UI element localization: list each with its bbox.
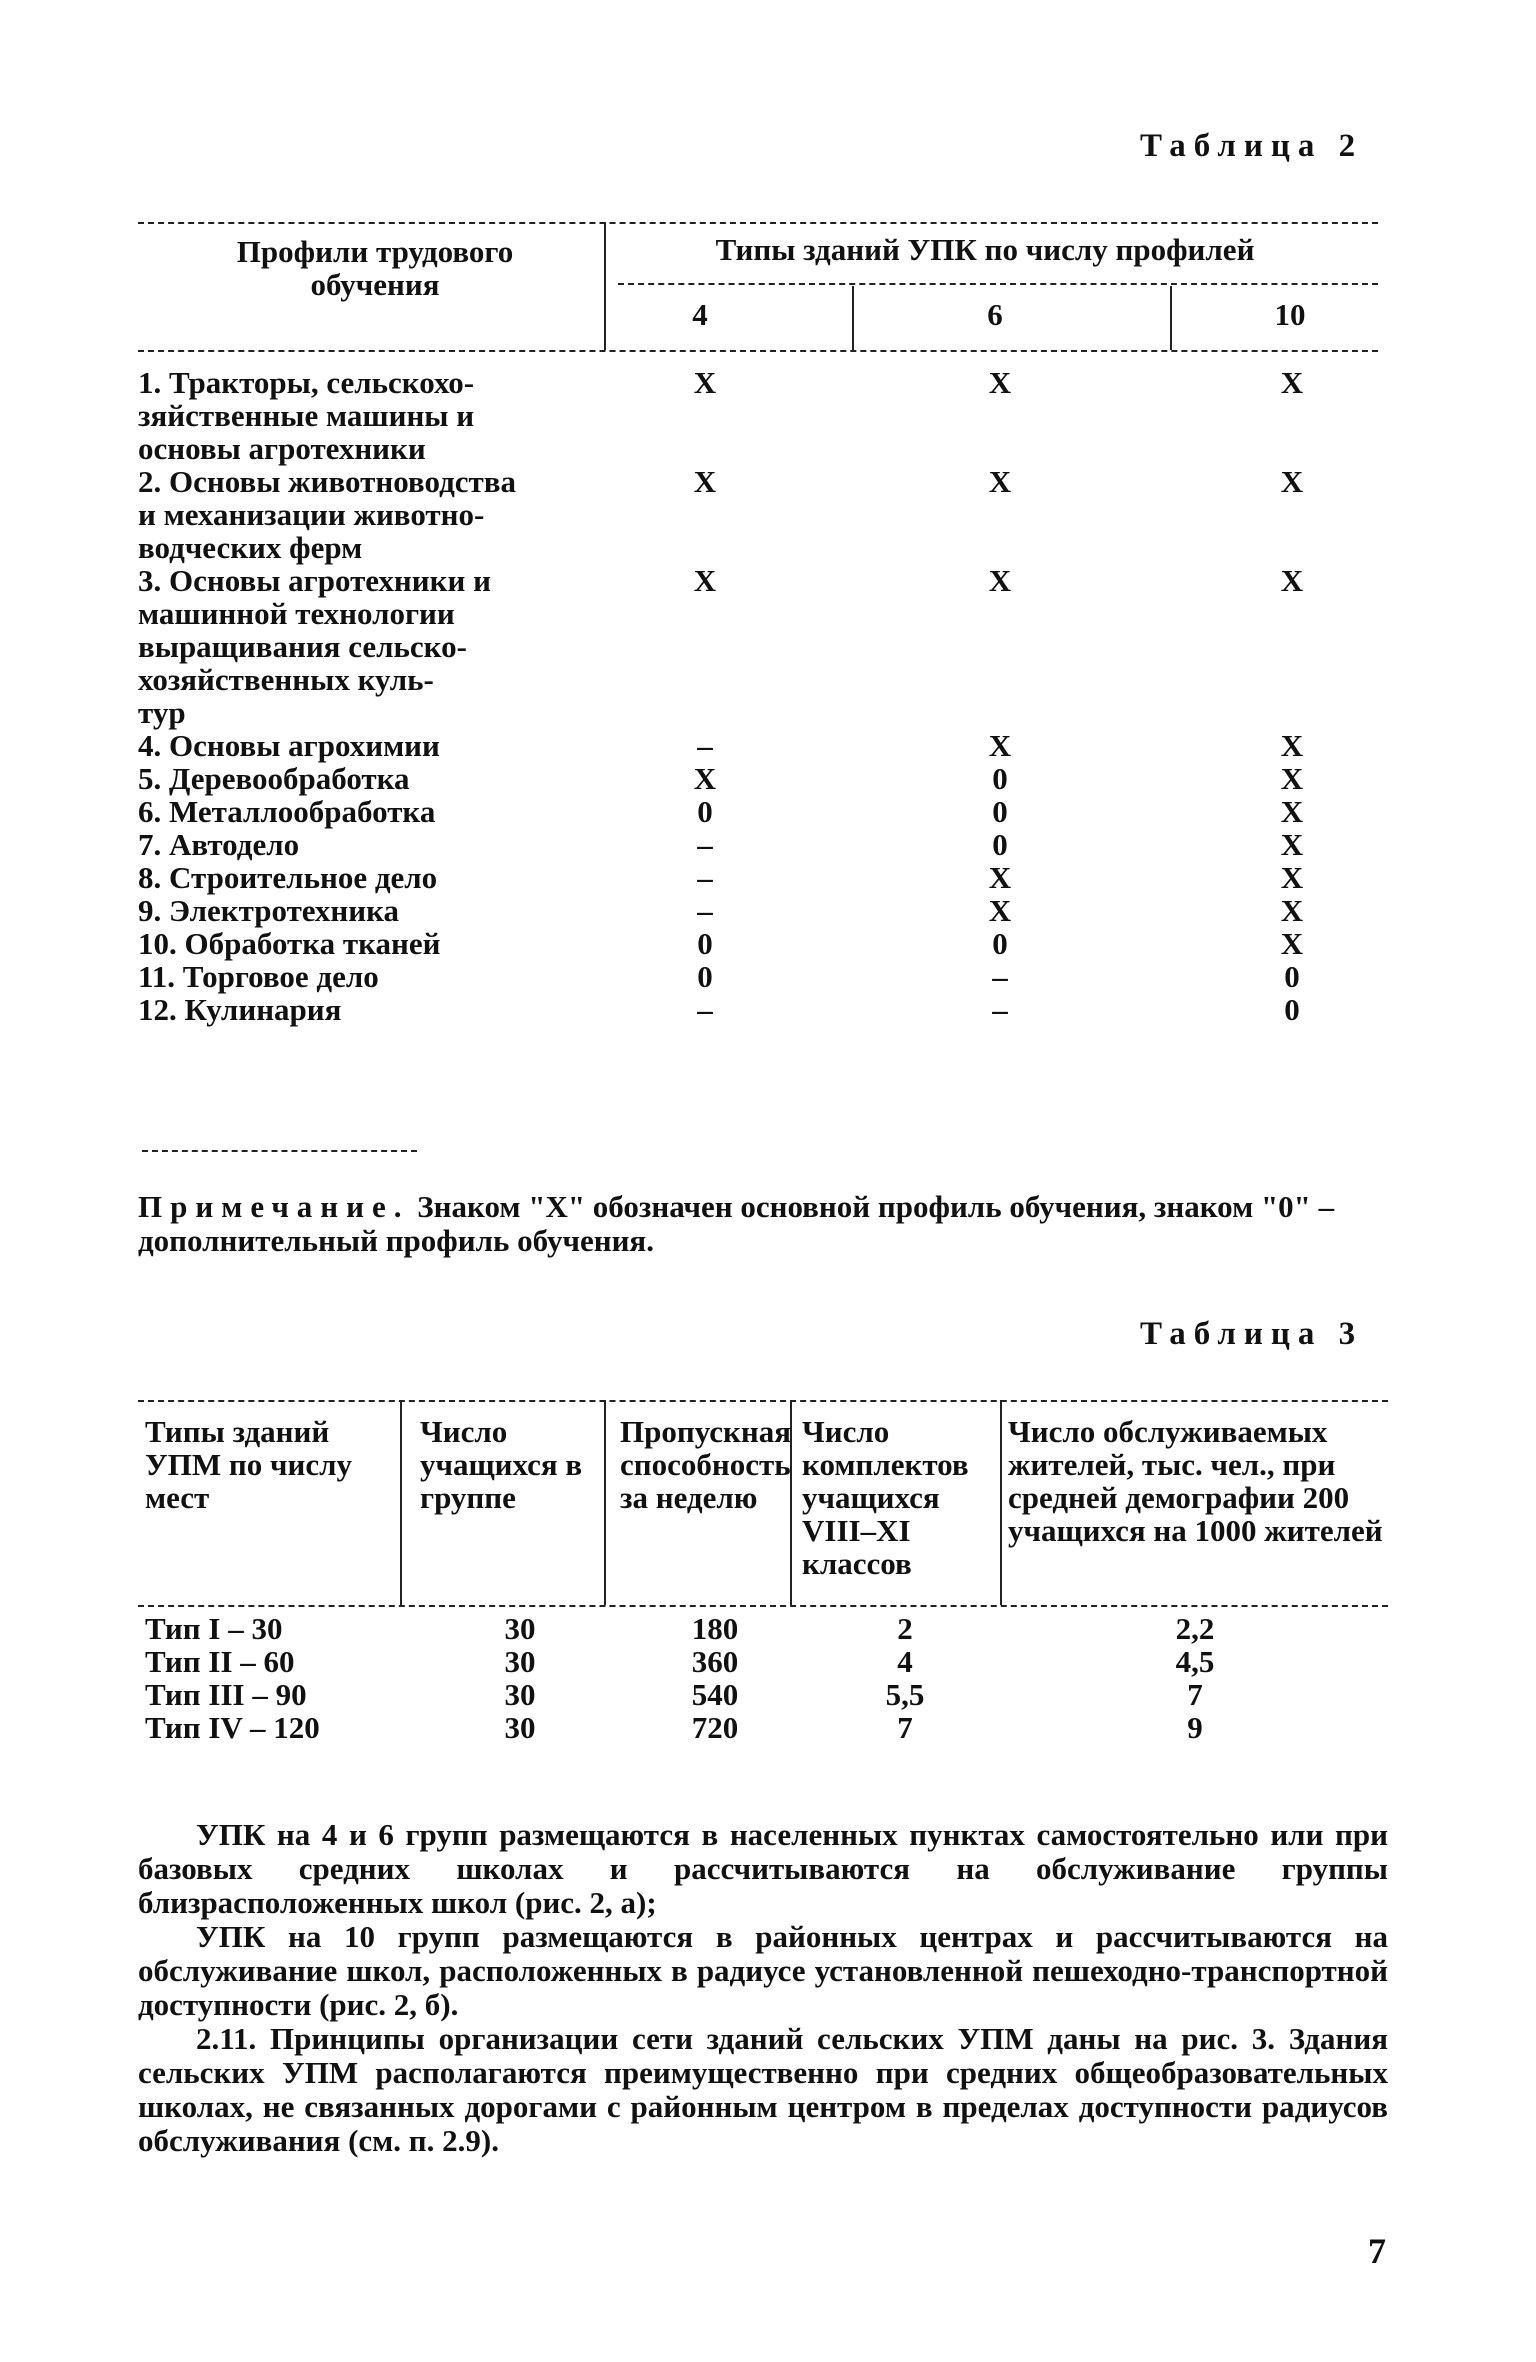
table2-row-label: 5. Деревообработка: [138, 761, 410, 796]
table2-row-label: 8. Строительное дело: [138, 860, 438, 895]
table3-cell: 7: [1187, 1677, 1203, 1712]
table2-mark-c6: X: [988, 563, 1012, 598]
table2-mark-c10: X: [1280, 926, 1304, 961]
paragraph-3: 2.11. Принципы организации сети зданий сельских УПМ даны на рис. 3. Здания сельских УПМ располагаются преимущественно при средних общеобразовательных школах, не связанных дорогами с районным центром в пределах доступности радиусов обслуживания (см. п. 2.9).: [138, 2021, 1388, 2158]
table2-mark-c6: 0: [992, 794, 1008, 829]
table2-mark-c10: X: [1280, 893, 1304, 928]
table3-header-capacity: Пропускная способность за неделю: [620, 1414, 792, 1515]
table3-cell: 2,2: [1175, 1611, 1215, 1646]
table2-mark-c6: X: [988, 464, 1012, 499]
table2-mark-c10: 0: [1284, 959, 1300, 994]
table3-cell: 2: [897, 1611, 913, 1646]
table3-col-divider-2: [604, 1400, 606, 1605]
table2-mark-c6: X: [988, 860, 1012, 895]
table2-subcol-divider-1: [852, 286, 854, 350]
table3-cell: 7: [897, 1710, 913, 1745]
table2-mark-c6: –: [992, 959, 1008, 994]
table2-mark-c4: –: [697, 992, 713, 1027]
table3-cell: 30: [504, 1611, 536, 1646]
table2-mark-c4: –: [697, 728, 713, 763]
table2-subheader-rule: [618, 283, 1378, 285]
table2-row-label: 10. Обработка тканей: [138, 926, 441, 961]
page-number: 7: [1368, 2231, 1386, 2271]
table2-mark-c4: 0: [697, 926, 713, 961]
table3-cell: 5,5: [885, 1677, 925, 1712]
table3-col-divider-4: [1000, 1400, 1002, 1605]
table3-cell: 30: [504, 1710, 536, 1745]
table2-mark-c6: –: [992, 992, 1008, 1027]
table2-note: [138, 1190, 1378, 1258]
table2-row-label: и механизации животно-: [138, 497, 485, 532]
table2-mark-c10: X: [1280, 827, 1304, 862]
table3-cell: 360: [691, 1644, 739, 1679]
paragraph-1: УПК на 4 и 6 групп размещаются в населенных пунктах самостоятельно или при базовых средних школах и рассчитываются на обслуживание группы близрасположенных школ (рис. 2, а);: [138, 1817, 1388, 1920]
table3-header-types: Типы зданий УПМ по числу мест: [145, 1414, 352, 1515]
table2-header-divider: [604, 222, 606, 350]
table2-subcol-4: 4: [692, 297, 708, 332]
table2-row-label: водческих ферм: [138, 530, 363, 565]
table2-mark-c10: X: [1280, 563, 1304, 598]
table3-cell: Тип II – 60: [145, 1644, 295, 1679]
table2-header-types: Типы зданий УПК по числу профилей: [715, 232, 1255, 267]
table2-header-profiles: Профили трудового обучения: [236, 234, 514, 302]
table2-mark-c4: X: [693, 365, 717, 400]
table2-mark-c10: X: [1280, 464, 1304, 499]
table2-header-bottom-rule: [138, 350, 1378, 352]
note-rule: [142, 1150, 417, 1152]
table3-cell: Тип III – 90: [145, 1677, 307, 1712]
table2-row-label: 9. Электротехника: [138, 893, 400, 928]
table2-row-label: 1. Тракторы, сельскохо-: [138, 365, 475, 400]
table2-mark-c4: X: [693, 464, 717, 499]
table2-mark-c6: 0: [992, 827, 1008, 862]
table2-row-label: 2. Основы животноводства: [138, 464, 516, 499]
table3-title: Таблица 3: [1140, 1316, 1364, 1352]
table2-row-label: хозяйственных куль-: [138, 662, 434, 697]
table2-mark-c4: 0: [697, 959, 713, 994]
table3-cell: Тип I – 30: [145, 1611, 283, 1646]
table2-mark-c6: 0: [992, 761, 1008, 796]
table2-title: Таблица 2: [1140, 128, 1364, 164]
table2-row-label: выращивания сельско-: [138, 629, 467, 664]
table3-col-divider-1: [400, 1400, 402, 1605]
table2-mark-c4: 0: [697, 794, 713, 829]
table3-header-residents: Число обслуживаемых жителей, тыс. чел., при средней демографии 200 учащихся на 1000 жителей: [1008, 1414, 1383, 1548]
table2-row-label: машинной технологии: [138, 596, 455, 631]
table2-mark-c10: X: [1280, 860, 1304, 895]
table2-row-label: основы агротехники: [138, 431, 426, 466]
table2-mark-c4: –: [697, 893, 713, 928]
table2-row-label: 7. Автодело: [138, 827, 300, 862]
table2-mark-c10: X: [1280, 761, 1304, 796]
table2-mark-c10: 0: [1284, 992, 1300, 1027]
table3-cell: 540: [691, 1677, 739, 1712]
table2-row-label: зяйственные машины и: [138, 398, 475, 433]
table2-subcol-6: 6: [987, 297, 1003, 332]
table2-mark-c6: X: [988, 893, 1012, 928]
table2-row-label: 3. Основы агротехники и: [138, 563, 491, 598]
table3-header-sets: Число комплектов учащихся VIII–XI классов: [802, 1414, 969, 1581]
table3-cell: 9: [1187, 1710, 1203, 1745]
note-label: Примечание.: [138, 1189, 410, 1224]
table3-header-bottom-rule: [138, 1605, 1388, 1607]
paragraph-2: УПК на 10 групп размещаются в районных центрах и рассчитываются на обслуживание школ, расположенных в радиусе установленной пешеходно-транспортной доступности (рис. 2, б).: [138, 1919, 1388, 2022]
table3-cell: 4: [897, 1644, 913, 1679]
table3-cell: 4,5: [1175, 1644, 1215, 1679]
table2-mark-c10: X: [1280, 365, 1304, 400]
table3-cell: 180: [691, 1611, 739, 1646]
table2-subcol-divider-2: [1170, 286, 1172, 350]
table3-header-students: Число учащихся в группе: [420, 1414, 583, 1515]
table3-cell: 30: [504, 1644, 536, 1679]
table2-mark-c4: –: [697, 860, 713, 895]
table2-mark-c6: X: [988, 365, 1012, 400]
table3-cell: 30: [504, 1677, 536, 1712]
table2-mark-c10: X: [1280, 794, 1304, 829]
table2-row-label: тур: [138, 695, 186, 730]
note-text: Знаком "X" обозначен основной профиль обучения, знаком "0" – дополнительный профиль обучения.: [138, 1189, 1335, 1258]
table2-mark-c6: 0: [992, 926, 1008, 961]
table2-mark-c10: X: [1280, 728, 1304, 763]
table3-top-rule: [138, 1400, 1388, 1402]
table2-row-label: 4. Основы агрохимии: [138, 728, 440, 763]
table2-row-label: 12. Кулинария: [138, 992, 342, 1027]
table2-mark-c4: X: [693, 761, 717, 796]
table2-mark-c4: –: [697, 827, 713, 862]
table2-row-label: 11. Торговое дело: [138, 959, 379, 994]
table2-row-label: 6. Металлообработка: [138, 794, 436, 829]
table2-mark-c6: X: [988, 728, 1012, 763]
table3-cell: Тип IV – 120: [145, 1710, 320, 1745]
table2-subcol-10: 10: [1274, 297, 1306, 332]
table2-top-rule: [138, 222, 1378, 224]
table2-mark-c4: X: [693, 563, 717, 598]
table3-cell: 720: [691, 1710, 739, 1745]
